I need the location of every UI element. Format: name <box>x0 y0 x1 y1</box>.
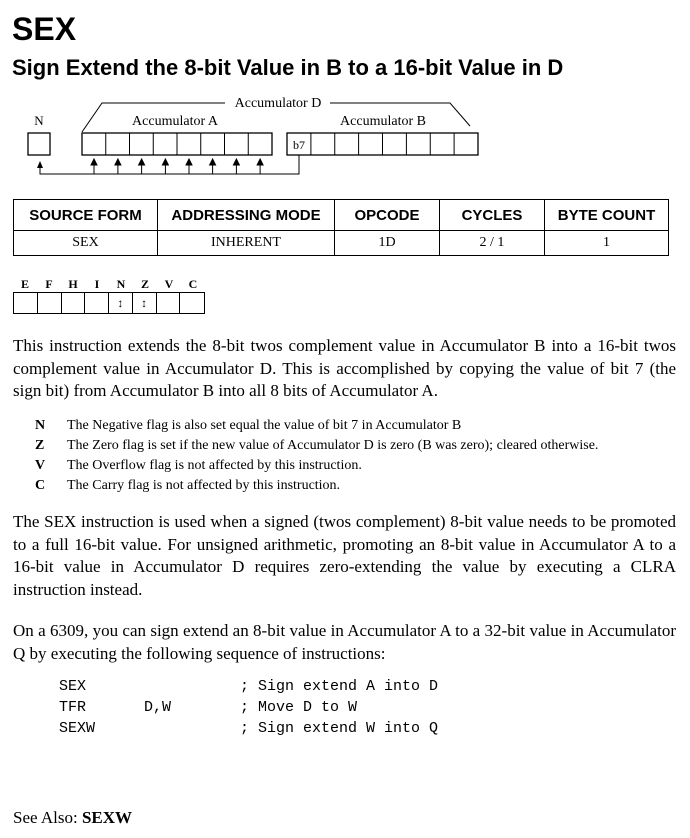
cc-label-v: V <box>164 277 174 291</box>
bit-copy-arrows <box>91 159 263 174</box>
code-arg <box>144 718 240 739</box>
cell-addressing-mode: INHERENT <box>158 231 335 256</box>
condition-code-register <box>13 276 205 314</box>
cell-byte-count: 1 <box>545 231 669 256</box>
code-op: TFR <box>59 699 87 716</box>
flag-item-z <box>35 436 598 456</box>
cc-boxes <box>13 292 205 314</box>
header-byte-count: BYTE COUNT <box>545 200 669 231</box>
cc-box-h <box>62 293 86 313</box>
flag-letter: V <box>35 458 46 473</box>
code-op: SEXW <box>59 720 96 737</box>
code-comment: ; Sign extend A into D <box>240 678 439 695</box>
n-flag-arrow <box>37 161 43 168</box>
cc-label-i: I <box>94 277 100 291</box>
code-line <box>59 718 438 739</box>
code-comment: ; Move D to W <box>240 699 358 716</box>
cc-box-i <box>85 293 109 313</box>
see-also <box>13 807 132 829</box>
code-arg <box>144 676 240 697</box>
cc-box-f <box>38 293 62 313</box>
cc-label-z: Z <box>140 277 149 291</box>
code-line <box>59 676 438 697</box>
page-subtitle: Sign Extend the 8-bit Value in B to a 16-bit Value in D <box>12 55 564 80</box>
flag-item-n <box>35 416 598 436</box>
see-also-link[interactable]: SEXW <box>81 808 133 827</box>
page-title: SEX <box>12 11 77 47</box>
cc-label-e: E <box>20 277 29 291</box>
cell-source-form: SEX <box>14 231 158 256</box>
cc-box-c <box>180 293 204 313</box>
b7-label: b7 <box>293 138 305 152</box>
flag-item-v <box>35 456 598 476</box>
n-flag-label: N <box>34 113 44 128</box>
cell-cycles: 2 / 1 <box>440 231 545 256</box>
code-sample <box>59 676 438 739</box>
accumulator-a-label: Accumulator A <box>132 114 218 129</box>
table-row <box>14 231 669 256</box>
accumulator-a-register <box>82 133 272 155</box>
flag-description: The Carry flag is not affected by this instruction. <box>67 478 341 493</box>
flag-description: The Zero flag is set if the new value of Accumulator D is zero (B was zero); cleared otherwise. <box>67 438 599 453</box>
cc-label-n: N <box>116 277 126 291</box>
cc-box-n: ↕ <box>109 293 133 313</box>
usage-paragraph: The SEX instruction is used when a signed (twos complement) 8-bit value needs to be promoted to a full 16-bit value. For unsigned arithmetic, promoting an 8-bit value in Accumulator A to a 16-bit value in Accumulator D requires zero-extending the value by executing a CLRA instruction instead. <box>13 512 676 599</box>
cc-box-v <box>157 293 181 313</box>
see-also-label: See Also: <box>13 808 78 827</box>
n-flag-box <box>28 133 50 155</box>
flag-description: The Negative flag is also set equal the value of bit 7 in Accumulator B <box>67 418 462 433</box>
header-addressing-mode: ADDRESSING MODE <box>158 200 335 231</box>
flag-letter: N <box>35 418 46 433</box>
flag-item-c <box>35 476 598 496</box>
code-arg: D,W <box>144 699 172 716</box>
flag-letter: Z <box>35 438 45 453</box>
cell-opcode: 1D <box>335 231 440 256</box>
code-line <box>59 697 438 718</box>
header-cycles: CYCLES <box>440 200 545 231</box>
accumulator-b-label: Accumulator B <box>340 114 426 129</box>
cc-box-z: ↕ <box>133 293 157 313</box>
header-opcode: OPCODE <box>335 200 440 231</box>
cc-label-c: C <box>188 277 198 291</box>
code-comment: ; Sign extend W into Q <box>240 720 439 737</box>
register-diagram <box>0 88 690 188</box>
flag-letter: C <box>35 478 46 493</box>
cc-label-h: H <box>68 277 78 291</box>
flag-list <box>35 416 598 496</box>
cc-label-f: F <box>45 277 53 291</box>
accumulator-b-register <box>287 133 478 155</box>
table-header-row <box>14 200 669 231</box>
header-source-form: SOURCE FORM <box>14 200 158 231</box>
cc-box-e <box>14 293 38 313</box>
accumulator-d-label: Accumulator D <box>234 96 322 111</box>
opcode-table <box>13 199 669 256</box>
flag-description: The Overflow flag is not affected by this instruction. <box>67 458 362 473</box>
description-paragraph: This instruction extends the 8-bit twos complement value in Accumulator B into a 16-bit twos complement value in Accumulator D. This is accomplished by copying the value of bit 7 (the sign bit) from Accumulator B into all 8 bits of Accumulator A. <box>13 336 676 400</box>
cc-labels <box>13 276 205 292</box>
code-op: SEX <box>59 678 87 695</box>
hd6309-paragraph: On a 6309, you can sign extend an 8-bit value in Accumulator A to a 32-bit value in Accumulator Q by executing the following sequence of instructions: <box>13 621 676 663</box>
